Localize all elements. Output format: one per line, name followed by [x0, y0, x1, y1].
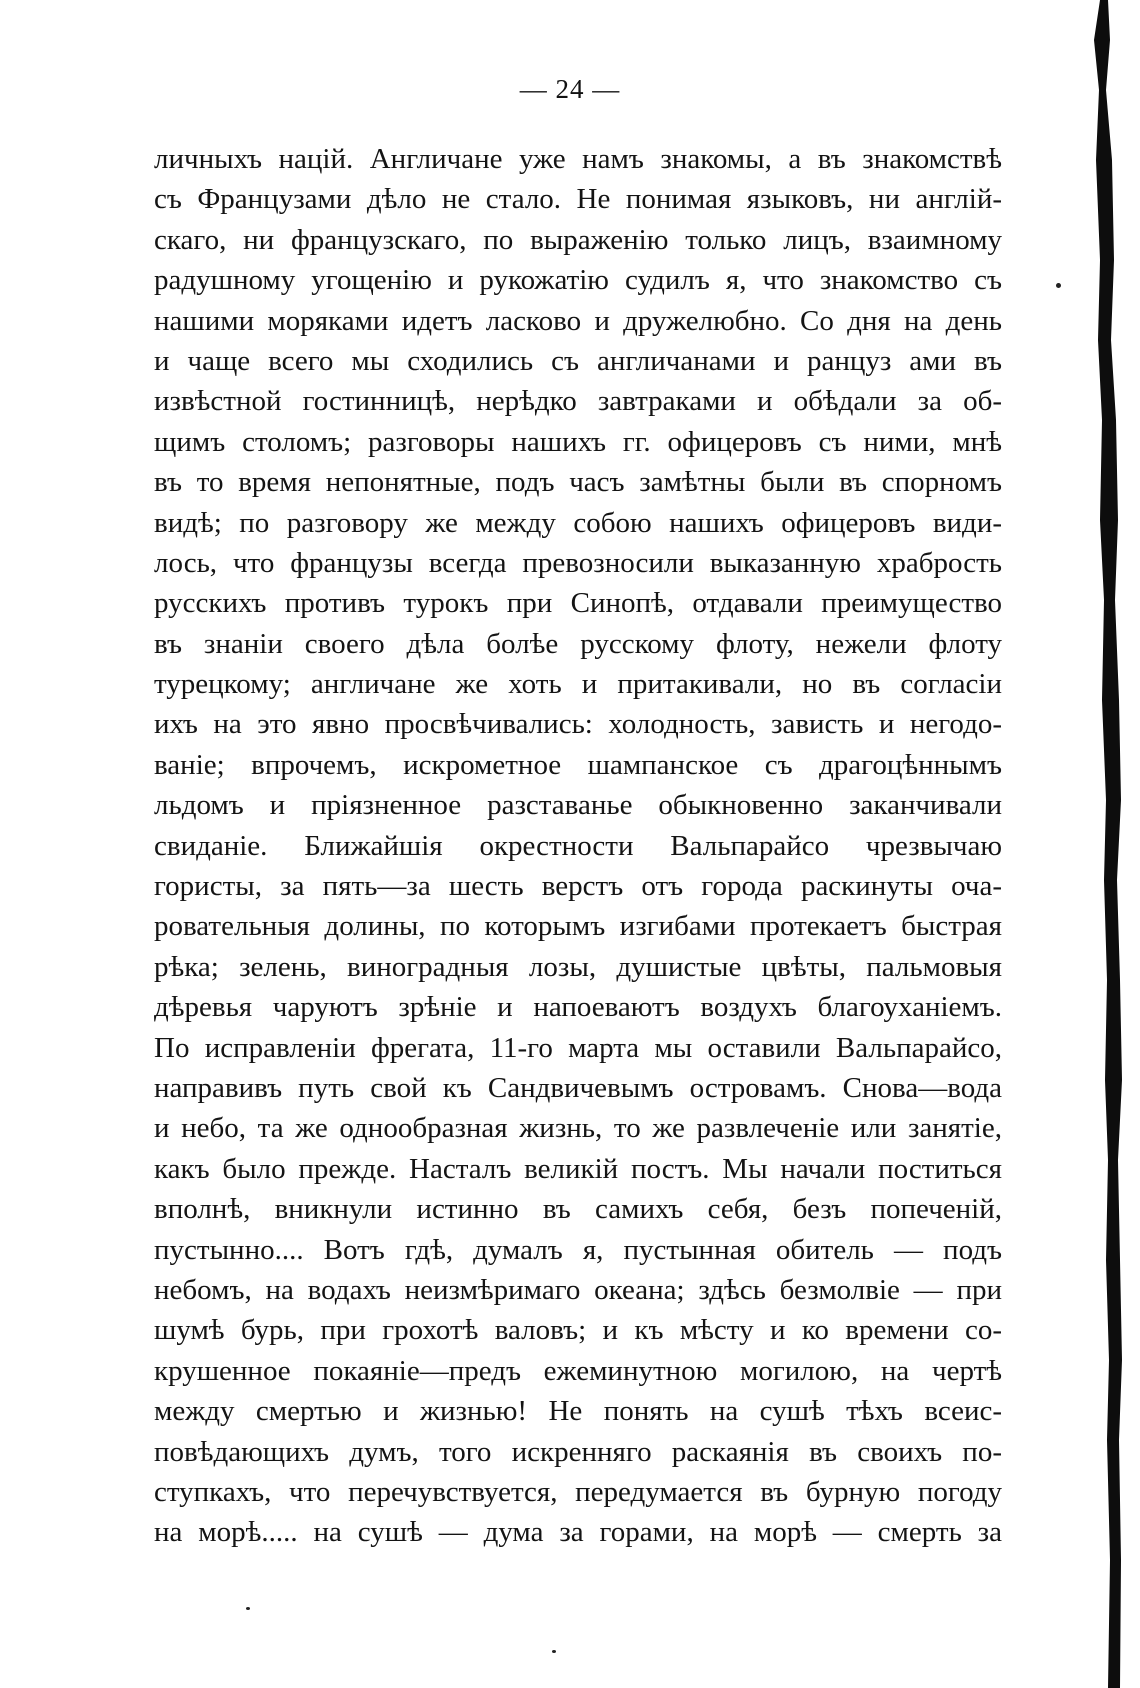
- text-line: льдомъ и пріязненное разставанье обыкновенно заканчивали: [154, 789, 1002, 822]
- text-line: дѣревья чаруютъ зрѣніе и напоеваютъ воздухъ благоуханіемъ.: [154, 991, 1002, 1024]
- text-line: гористы, за пять—за шесть верстъ отъ города раскинуты оча-: [154, 870, 1002, 903]
- text-line: видѣ; по разговору же между собою нашихъ офицеровъ види-: [154, 506, 1002, 539]
- text-line: извѣстной гостинницѣ, нерѣдко завтраками и обѣдали за об-: [154, 385, 1002, 418]
- text-line: свиданіе. Ближайшія окрестности Вальпарайсо чрезвычаю: [154, 829, 1002, 862]
- text-line: русскихъ противъ турокъ при Синопѣ, отдавали преимущество: [154, 587, 1002, 620]
- text-line: ровательныя долины, по которымъ изгибами протекаетъ быстрая: [154, 910, 1002, 943]
- text-line: ихъ на это явно просвѣчивались: холодность, зависть и негодо-: [154, 708, 1002, 741]
- text-line: шумѣ бурь, при грохотѣ валовъ; и къ мѣсту и ко времени со-: [154, 1314, 1002, 1347]
- speck: [246, 1607, 250, 1610]
- text-line: и чаще всего мы сходились съ англичанами и ранцуз ами въ: [154, 344, 1002, 377]
- text-line: повѣдающихъ думъ, того искренняго раскаянія въ своихъ по-: [154, 1435, 1002, 1468]
- text-line: направивъ путь свой къ Сандвичевымъ островамъ. Снова—вода: [154, 1071, 1002, 1104]
- text-line: нашими моряками идетъ ласково и дружелюбно. Со дня на день: [154, 304, 1002, 337]
- text-line: между смертью и жизнью! Не понять на сушѣ тѣхъ всеис-: [154, 1395, 1002, 1428]
- text-line: скаго, ни французскаго, по выраженію только лицъ, взаимному: [154, 223, 1002, 256]
- text-line: лось, что французы всегда превозносили выказанную храбрость: [154, 546, 1002, 579]
- text-line: съ Французами дѣло не стало. Не понимая языковъ, ни англій-: [154, 183, 1002, 216]
- text-line: на морѣ..... на сушѣ — дума за горами, на морѣ — смерть за: [154, 1516, 1002, 1549]
- text-line: ваніе; впрочемъ, искрометное шампанское съ драгоцѣннымъ: [154, 748, 1002, 781]
- text-line: небомъ, на водахъ неизмѣримаго океана; здѣсь безмолвіе — при: [154, 1273, 1002, 1306]
- body-text: [154, 139, 1002, 1553]
- text-line: По исправленіи фрегата, 11-го марта мы оставили Вальпарайсо,: [154, 1031, 1002, 1064]
- text-line: турецкому; англичане же хоть и притакивали, но въ согласіи: [154, 668, 1002, 701]
- text-line: крушенное покаяніе—предъ ежеминутною могилою, на чертѣ: [154, 1354, 1002, 1387]
- text-line: вполнѣ, вникнули истинно въ самихъ себя, безъ попеченій,: [154, 1193, 1002, 1226]
- text-line: въ знаніи своего дѣла болѣе русскому флоту, нежели флоту: [154, 627, 1002, 660]
- text-line: ступкахъ, что перечувствуется, передумается въ бурную погоду: [154, 1475, 1002, 1508]
- text-line: рѣка; зелень, виноградныя лозы, душистые цвѣты, пальмовыя: [154, 950, 1002, 983]
- text-line: какъ было прежде. Насталъ великій постъ. Мы начали поститься: [154, 1152, 1002, 1185]
- text-line: щимъ столомъ; разговоры нашихъ гг. офицеровъ съ ними, мнѣ: [154, 425, 1002, 458]
- text-line: и небо, та же однообразная жизнь, то же развлеченіе или занятіе,: [154, 1112, 1002, 1145]
- page-edge-shadow: [1078, 0, 1122, 1688]
- text-line: личныхъ націй. Англичане уже намъ знакомы, а въ знакомствѣ: [154, 143, 1002, 175]
- speck: [552, 1650, 556, 1653]
- text-line: радушному угощенію и рукожатію судилъ я, что знакомство съ: [154, 264, 1002, 297]
- text-line: пустынно.... Вотъ гдѣ, думалъ я, пустынная обитель — подъ: [154, 1233, 1002, 1266]
- text-line: въ то время непонятные, подъ часъ замѣтны были въ спорномъ: [154, 466, 1002, 499]
- page-number: — 24 —: [519, 74, 621, 104]
- speck: [1056, 283, 1061, 288]
